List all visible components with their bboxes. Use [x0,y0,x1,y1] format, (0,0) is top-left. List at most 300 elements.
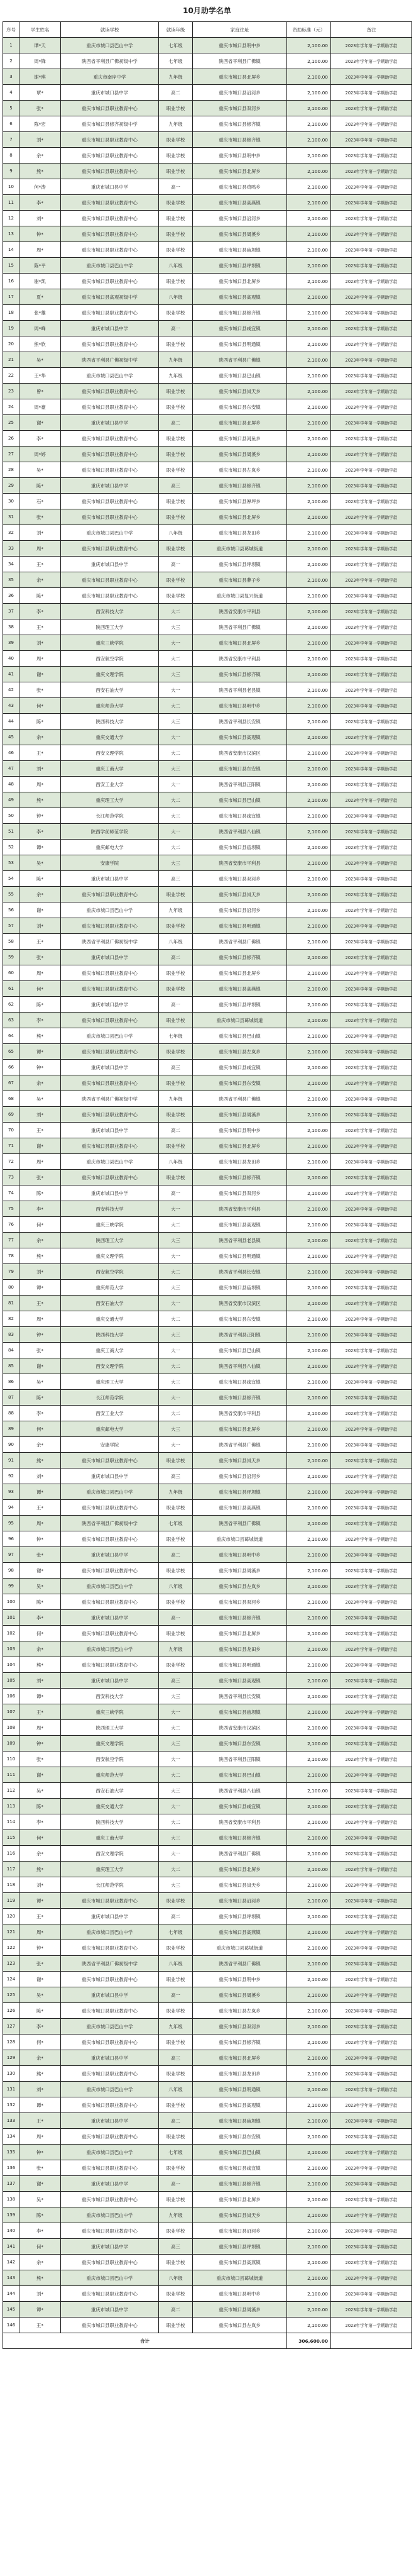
note: 2023年学年第一学期助学款 [331,1767,412,1783]
school: 重庆市城口县高观初级中学 [61,289,159,305]
row-index: 10 [3,179,19,195]
grade: 七年级 [159,2145,193,2160]
grade: 高二 [159,1547,193,1563]
table-row [3,965,412,981]
grade: 大三 [159,761,193,777]
student-name: 张* [19,101,61,116]
school: 重庆市城口县职业教育中心 [61,1107,159,1123]
grade: 职业学校 [159,509,193,525]
note: 2023年学年第一学期助学款 [331,714,412,730]
table-row [3,211,412,226]
table-row [3,1909,412,1924]
school: 西安文理学院 [61,745,159,761]
address: 重庆市城口县咸宜镇 [193,1060,287,1075]
table-header-row [3,22,412,38]
aid-amount: 2,100.00 [287,1830,331,1846]
table-row [3,730,412,745]
address: 重庆市城口县高燕镇 [193,981,287,997]
aid-amount: 2,100.00 [287,745,331,761]
table-row [3,447,412,462]
address: 重庆市城口县坪坝镇 [193,1484,287,1500]
student-name: 周*婷 [19,447,61,462]
row-index: 27 [3,447,19,462]
note: 2023年学年第一学期助学款 [331,101,412,116]
student-name: 周* [19,651,61,667]
address: 陕西省平利县正阳镇 [193,1752,287,1767]
aid-amount: 2,100.00 [287,1814,331,1830]
student-name: 王* [19,2113,61,2129]
table-row [3,934,412,950]
grade: 职业学校 [159,1500,193,1516]
school: 重庆市城口县中学 [61,2176,159,2192]
student-name: 钟* [19,226,61,242]
address: 陕西省安康市平利县 [193,604,287,619]
student-name: 陈* [19,478,61,494]
note: 2023年学年第一学期助学款 [331,447,412,462]
student-name: 刘* [19,132,61,148]
row-index: 18 [3,305,19,321]
grade: 职业学校 [159,1626,193,1641]
table-row [3,777,412,792]
address: 重庆市城口县巴山镇 [193,1767,287,1783]
note: 2023年学年第一学期助学款 [331,2019,412,2035]
school: 陕西理工大学 [61,1233,159,1248]
table-row [3,2239,412,2255]
row-index: 57 [3,918,19,934]
note: 2023年学年第一学期助学款 [331,792,412,808]
table-row [3,572,412,588]
student-name: 周* [19,541,61,557]
address: 重庆市城口县明中乡 [193,1972,287,1987]
school: 重庆邮电大学 [61,1421,159,1437]
row-index: 107 [3,1704,19,1720]
note: 2023年学年第一学期助学款 [331,902,412,918]
student-name: 谭* [19,1280,61,1296]
row-index: 17 [3,289,19,305]
address: 重庆市城口县咸宜镇 [193,1374,287,1390]
address: 重庆市城口县沿河乡 [193,1468,287,1484]
address: 重庆市城口县沿河乡 [193,902,287,918]
note: 2023年学年第一学期助学款 [331,997,412,1013]
note: 2023年学年第一学期助学款 [331,1327,412,1343]
aid-amount: 2,100.00 [287,53,331,69]
address: 陕西省平利县广佛镇 [193,352,287,368]
student-name: 刘* [19,1877,61,1893]
grade: 高三 [159,1673,193,1689]
row-index: 63 [3,1013,19,1028]
table-row [3,274,412,289]
note: 2023年学年第一学期助学款 [331,336,412,352]
table-row [3,1893,412,1909]
table-row [3,2003,412,2019]
note: 2023年学年第一学期助学款 [331,494,412,509]
student-name: 余* [19,148,61,164]
aid-amount: 2,100.00 [287,1531,331,1547]
address: 重庆市城口县咸宜镇 [193,808,287,824]
address: 陕西省安康市平利县 [193,1406,287,1421]
aid-amount: 2,100.00 [287,2160,331,2176]
row-index: 105 [3,1673,19,1689]
note: 2023年学年第一学期助学款 [331,289,412,305]
table-row [3,226,412,242]
school: 重庆市城口县职业教育中心 [61,981,159,997]
row-index: 120 [3,1909,19,1924]
student-name: 谢* [19,902,61,918]
aid-amount: 2,100.00 [287,321,331,336]
school: 安康学院 [61,855,159,871]
student-name: 陈* [19,588,61,604]
header-cell: 家庭住址 [193,22,287,38]
aid-amount: 2,100.00 [287,2019,331,2035]
grade: 高三 [159,1468,193,1484]
student-name: 王*华 [19,368,61,384]
student-name: 吴* [19,1987,61,2003]
note: 2023年学年第一学期助学款 [331,730,412,745]
school: 陕西省平利县广佛初级中学 [61,1516,159,1531]
note: 2023年学年第一学期助学款 [331,667,412,682]
address: 陕西省平利县八仙镇 [193,824,287,840]
school: 重庆市城口县中学 [61,1123,159,1138]
row-index: 88 [3,1406,19,1421]
row-index: 80 [3,1280,19,1296]
address: 重庆市城口县咸宜镇 [193,1799,287,1814]
grade: 高三 [159,2050,193,2066]
grade: 职业学校 [159,981,193,997]
grade: 职业学校 [159,226,193,242]
address: 重庆市城口县东安镇 [193,761,287,777]
grade: 职业学校 [159,2097,193,2113]
student-name: 余* [19,1846,61,1862]
note: 2023年学年第一学期助学款 [331,1138,412,1154]
grade: 职业学校 [159,1170,193,1185]
note: 2023年学年第一学期助学款 [331,1783,412,1799]
table-row [3,619,412,635]
aid-amount: 2,100.00 [287,1783,331,1799]
row-index: 125 [3,1987,19,2003]
school: 重庆交通大学 [61,1311,159,1327]
grade: 职业学校 [159,1657,193,1673]
row-index: 83 [3,1327,19,1343]
row-index: 31 [3,509,19,525]
table-row [3,1028,412,1044]
note: 2023年学年第一学期助学款 [331,651,412,667]
row-index: 129 [3,2050,19,2066]
grade: 七年级 [159,1516,193,1531]
aid-amount: 2,100.00 [287,447,331,462]
note: 2023年学年第一学期助学款 [331,2035,412,2050]
address: 陕西省平利县长安镇 [193,1264,287,1280]
grade: 大三 [159,1783,193,1799]
address: 重庆市城口县明中乡 [193,2286,287,2302]
aid-amount: 2,100.00 [287,761,331,777]
student-name: 李* [19,1610,61,1626]
row-index: 81 [3,1296,19,1311]
grade: 职业学校 [159,336,193,352]
student-name: 李* [19,2019,61,2035]
row-index: 146 [3,2318,19,2333]
grade: 八年级 [159,934,193,950]
school: 西安工业大学 [61,777,159,792]
row-index: 119 [3,1893,19,1909]
table-row [3,855,412,871]
note: 2023年学年第一学期助学款 [331,588,412,604]
note: 2023年学年第一学期助学款 [331,509,412,525]
school: 陕西省平利县广佛初级中学 [61,53,159,69]
grade: 大一 [159,730,193,745]
row-index: 99 [3,1579,19,1594]
row-index: 116 [3,1846,19,1862]
row-index: 56 [3,902,19,918]
note: 2023年学年第一学期助学款 [331,1390,412,1406]
note: 2023年学年第一学期助学款 [331,2318,412,2333]
address: 重庆市城口县坪坝镇 [193,997,287,1013]
student-name: 刘* [19,635,61,651]
grade: 职业学校 [159,2318,193,2333]
grade: 八年级 [159,1579,193,1594]
note: 2023年学年第一学期助学款 [331,384,412,399]
note: 2023年学年第一学期助学款 [331,855,412,871]
grade: 大三 [159,1877,193,1893]
row-index: 43 [3,698,19,714]
table-row [3,2019,412,2035]
school: 重庆市城口县中学 [61,1673,159,1689]
table-row [3,1044,412,1060]
address: 重庆市城口县巴山镇 [193,1343,287,1358]
address: 重庆市城口县双河乡 [193,1185,287,1201]
grade: 高一 [159,1987,193,2003]
table-row [3,462,412,478]
note: 2023年学年第一学期助学款 [331,1736,412,1752]
address: 重庆市城口县双河乡 [193,101,287,116]
grade: 职业学校 [159,1531,193,1547]
note: 2023年学年第一学期助学款 [331,1862,412,1877]
note: 2023年学年第一学期助学款 [331,1296,412,1311]
table-row [3,1641,412,1657]
student-name: 谢* [19,1138,61,1154]
aid-amount: 2,100.00 [287,698,331,714]
table-row [3,1390,412,1406]
grade: 七年级 [159,1924,193,1940]
table-row [3,1547,412,1563]
school: 重庆市城口县职业教育中心 [61,2192,159,2207]
table-row [3,1296,412,1311]
row-index: 139 [3,2207,19,2223]
row-index: 73 [3,1170,19,1185]
student-name: 谭* [19,2302,61,2318]
student-name: 覃* [19,85,61,101]
note: 2023年学年第一学期助学款 [331,368,412,384]
school: 重庆市城口县巴山中学 [61,1028,159,1044]
student-name: 谢* [19,1563,61,1579]
aid-amount: 2,100.00 [287,840,331,855]
grade: 高一 [159,2176,193,2192]
school: 重庆市城口县职业教育中心 [61,148,159,164]
student-name: 何* [19,2035,61,2050]
student-name: 周* [19,1311,61,1327]
row-index: 142 [3,2255,19,2270]
school: 重庆市城口县职业教育中心 [61,431,159,447]
student-name: 陈*平 [19,258,61,274]
aid-amount: 2,100.00 [287,1327,331,1343]
row-index: 82 [3,1311,19,1327]
school: 重庆市城口县职业教育中心 [61,1972,159,1987]
note: 2023年学年第一学期助学款 [331,1060,412,1075]
grade: 大一 [159,1846,193,1862]
student-name: 张* [19,1343,61,1358]
school: 重庆文理学院 [61,667,159,682]
grade: 高三 [159,478,193,494]
address: 重庆市城口县沿河乡 [193,2223,287,2239]
student-name: 谢*琪 [19,69,61,85]
address: 重庆市城口县高燕镇 [193,2255,287,2270]
aid-amount: 2,100.00 [287,981,331,997]
row-index: 90 [3,1437,19,1453]
header-cell: 就读学校 [61,22,159,38]
note: 2023年学年第一学期助学款 [331,1752,412,1767]
address: 重庆市城口县修齐镇 [193,132,287,148]
note: 2023年学年第一学期助学款 [331,1516,412,1531]
table-row [3,1752,412,1767]
note: 2023年学年第一学期助学款 [331,871,412,887]
school: 重庆市城口县中学 [61,1185,159,1201]
school: 重庆市城口县职业教育中心 [61,2318,159,2333]
student-name: 周* [19,2129,61,2145]
table-row [3,415,412,431]
address: 重庆市城口县河鱼乡 [193,431,287,447]
note: 2023年学年第一学期助学款 [331,1657,412,1673]
address: 陕西省平利县广佛镇 [193,53,287,69]
student-name: 张* [19,950,61,965]
address: 重庆市城口县岚天乡 [193,1453,287,1468]
address: 陕西省平利县长安镇 [193,1689,287,1704]
row-index: 36 [3,588,19,604]
table-row [3,1170,412,1185]
school: 陕西省平利县广佛初级中学 [61,1091,159,1107]
aid-amount: 2,100.00 [287,462,331,478]
address: 陕西省安康市平利县 [193,1814,287,1830]
note: 2023年学年第一学期助学款 [331,1185,412,1201]
grade: 职业学校 [159,1107,193,1123]
grade: 大二 [159,1217,193,1233]
grade: 职业学校 [159,305,193,321]
student-name: 周* [19,1154,61,1170]
school: 重庆市城口县职业教育中心 [61,2160,159,2176]
address: 重庆市城口县明通镇 [193,918,287,934]
address: 重庆市城口县修齐镇 [193,305,287,321]
row-index: 127 [3,2019,19,2035]
table-row [3,2318,412,2333]
grade: 职业学校 [159,1940,193,1956]
aid-amount: 2,100.00 [287,1736,331,1752]
student-name: 张* [19,682,61,698]
table-row [3,101,412,116]
total-note [331,2333,412,2349]
address: 重庆市城口县北屏乡 [193,965,287,981]
address: 陕西省安康市汉滨区 [193,745,287,761]
row-index: 33 [3,541,19,557]
school: 重庆市城口县巴山中学 [61,258,159,274]
student-name: 何* [19,981,61,997]
address: 重庆市城口县周溪乡 [193,1563,287,1579]
grade: 九年级 [159,352,193,368]
grade: 大二 [159,792,193,808]
student-name: 熊* [19,1453,61,1468]
aid-amount: 2,100.00 [287,2176,331,2192]
student-name: 钟* [19,1940,61,1956]
student-name: 张*雄 [19,305,61,321]
row-index: 143 [3,2270,19,2286]
address: 重庆市城口县鸡鸣乡 [193,179,287,195]
grade: 大一 [159,1752,193,1767]
page-title: 10月助学名单 [183,6,231,15]
aid-amount: 2,100.00 [287,415,331,431]
school: 重庆市城口县职业教育中心 [61,965,159,981]
note: 2023年学年第一学期助学款 [331,1091,412,1107]
address: 重庆市城口县葛城街道 [193,1940,287,1956]
note: 2023年学年第一学期助学款 [331,132,412,148]
grade: 大一 [159,1248,193,1264]
student-name: 周* [19,965,61,981]
school: 重庆市城口县职业教育中心 [61,195,159,211]
row-index: 9 [3,164,19,179]
row-index: 141 [3,2239,19,2255]
table-row [3,1862,412,1877]
grade: 大三 [159,1421,193,1437]
row-index: 61 [3,981,19,997]
student-name: 刘* [19,761,61,777]
school: 重庆工商大学 [61,761,159,777]
grade: 九年级 [159,368,193,384]
aid-amount: 2,100.00 [287,226,331,242]
address: 重庆市城口县岚天乡 [193,887,287,902]
student-name: 陈* [19,1390,61,1406]
grade: 九年级 [159,116,193,132]
grade: 职业学校 [159,101,193,116]
row-index: 19 [3,321,19,336]
student-name: 夏* [19,289,61,305]
aid-amount: 2,100.00 [287,1217,331,1233]
address: 重庆市城口县东安镇 [193,1736,287,1752]
row-index: 104 [3,1657,19,1673]
note: 2023年学年第一学期助学款 [331,2302,412,2318]
address: 重庆市城口县北屏乡 [193,509,287,525]
note: 2023年学年第一学期助学款 [331,1626,412,1641]
grade: 七年级 [159,38,193,53]
table-row [3,2302,412,2318]
aid-amount: 2,100.00 [287,148,331,164]
note: 2023年学年第一学期助学款 [331,1720,412,1736]
student-name: 周* [19,777,61,792]
note: 2023年学年第一学期助学款 [331,1972,412,1987]
school: 安康学院 [61,1437,159,1453]
address: 重庆市城口县东安镇 [193,1075,287,1091]
aid-amount: 2,100.00 [287,1264,331,1280]
grade: 大二 [159,1311,193,1327]
address: 重庆市城口县北屏乡 [193,164,287,179]
row-index: 76 [3,1217,19,1233]
grade: 职业学校 [159,1044,193,1060]
aid-amount: 2,100.00 [287,1500,331,1516]
address: 重庆市城口县咸宜镇 [193,2160,287,2176]
address: 重庆市城口县沿河乡 [193,211,287,226]
grade: 职业学校 [159,1893,193,1909]
note: 2023年学年第一学期助学款 [331,2270,412,2286]
total-label: 合计 [3,2333,287,2349]
address: 陕西省安康市平利县 [193,651,287,667]
student-name: 余* [19,1233,61,1248]
note: 2023年学年第一学期助学款 [331,1264,412,1280]
grade: 大一 [159,1704,193,1720]
